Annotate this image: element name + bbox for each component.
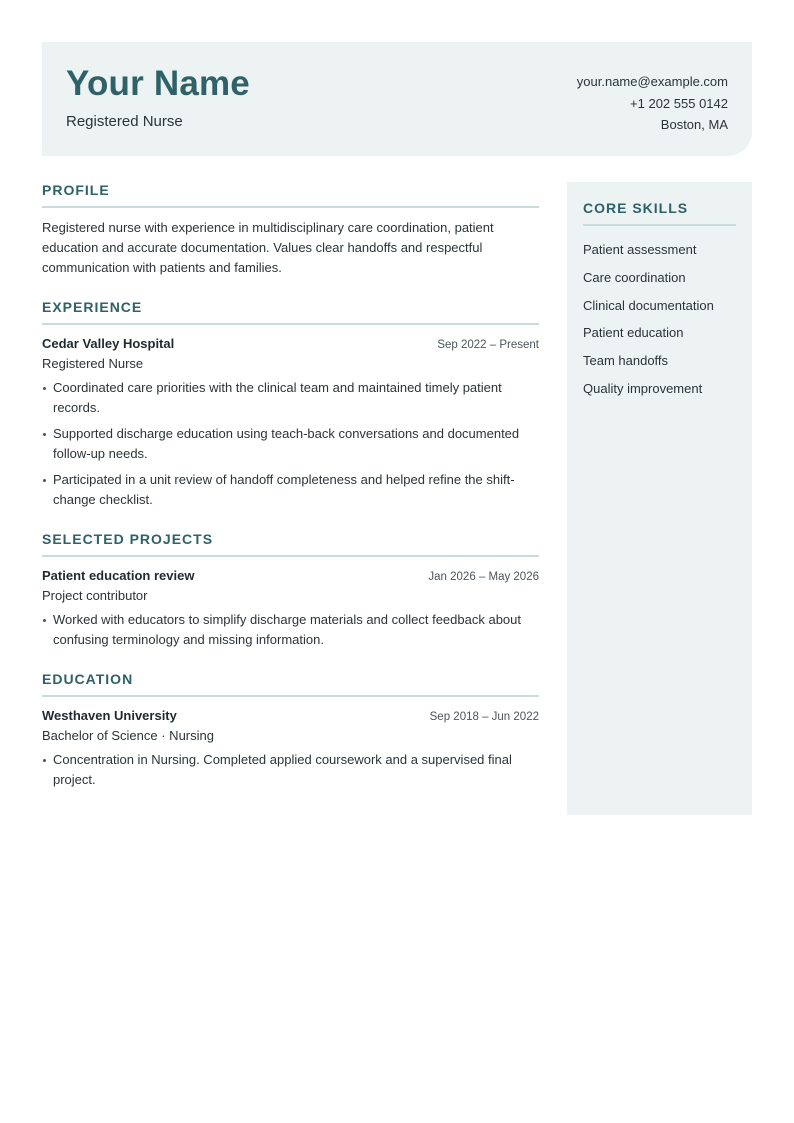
experience-section [42,299,539,510]
skills-list [583,236,736,403]
experience-entry [42,336,539,510]
profile-heading: PROFILE [42,182,539,208]
education-heading: EDUCATION [42,671,539,697]
education-section [42,671,539,790]
education-school: Westhaven University [42,708,177,723]
project-entry [42,568,539,650]
education-dates: Sep 2018 – Jun 2022 [429,711,539,723]
profile-section [42,182,539,278]
bullet-item: Worked with educators to simplify discharge materials and collect feedback about confusing terminology and missing information. [42,610,539,650]
bullet-item: Concentration in Nursing. Completed applied coursework and a supervised final project. [42,750,539,790]
experience-dates: Sep 2022 – Present [437,339,539,351]
profile-text: Registered nurse with experience in multidisciplinary care coordination, patient education and accurate documentation. Values clear handoffs and respectful communication with patients and families. [42,220,494,275]
bullet-item: Participated in a unit review of handoff completeness and helped refine the shift-change checklist. [42,470,539,510]
skill-item: Care coordination [583,269,686,285]
projects-heading: SELECTED PROJECTS [42,531,539,557]
experience-role: Registered Nurse [42,356,144,371]
experience-org: Cedar Valley Hospital [42,336,175,351]
candidate-title: Registered Nurse [66,113,183,130]
main-column [42,182,539,796]
project-role: Project contributor [42,588,148,603]
bullet-item: Coordinated care priorities with the clinical team and maintained timely patient records. [42,378,539,418]
projects-section [42,531,539,650]
skill-item: Clinical documentation [583,297,714,313]
skill-item: Patient education [583,325,684,341]
resume-header [42,42,752,156]
skill-item: Quality improvement [583,380,703,396]
contact-phone[interactable]: +1 202 555 0142 [630,95,728,111]
contact-location: Boston, MA [660,117,728,132]
project-bullets [42,610,539,650]
skill-item: Patient assessment [583,242,697,257]
experience-bullets [42,378,539,510]
experience-heading: EXPERIENCE [42,299,539,325]
skills-sidebar [567,182,752,815]
contact-email[interactable]: your.name@example.com [576,74,728,89]
education-degree: Bachelor of Science · Nursing [42,728,214,743]
education-bullets [42,750,539,790]
project-dates: Jan 2026 – May 2026 [428,571,539,583]
project-name: Patient education review [42,568,195,583]
candidate-name: Your Name [66,64,250,103]
bullet-item: Supported discharge education using teach-back conversations and documented follow-up needs. [42,424,539,464]
skills-heading: CORE SKILLS [583,200,736,226]
contact-block [577,71,728,136]
education-entry [42,708,539,790]
skill-item: Team handoffs [583,353,669,369]
